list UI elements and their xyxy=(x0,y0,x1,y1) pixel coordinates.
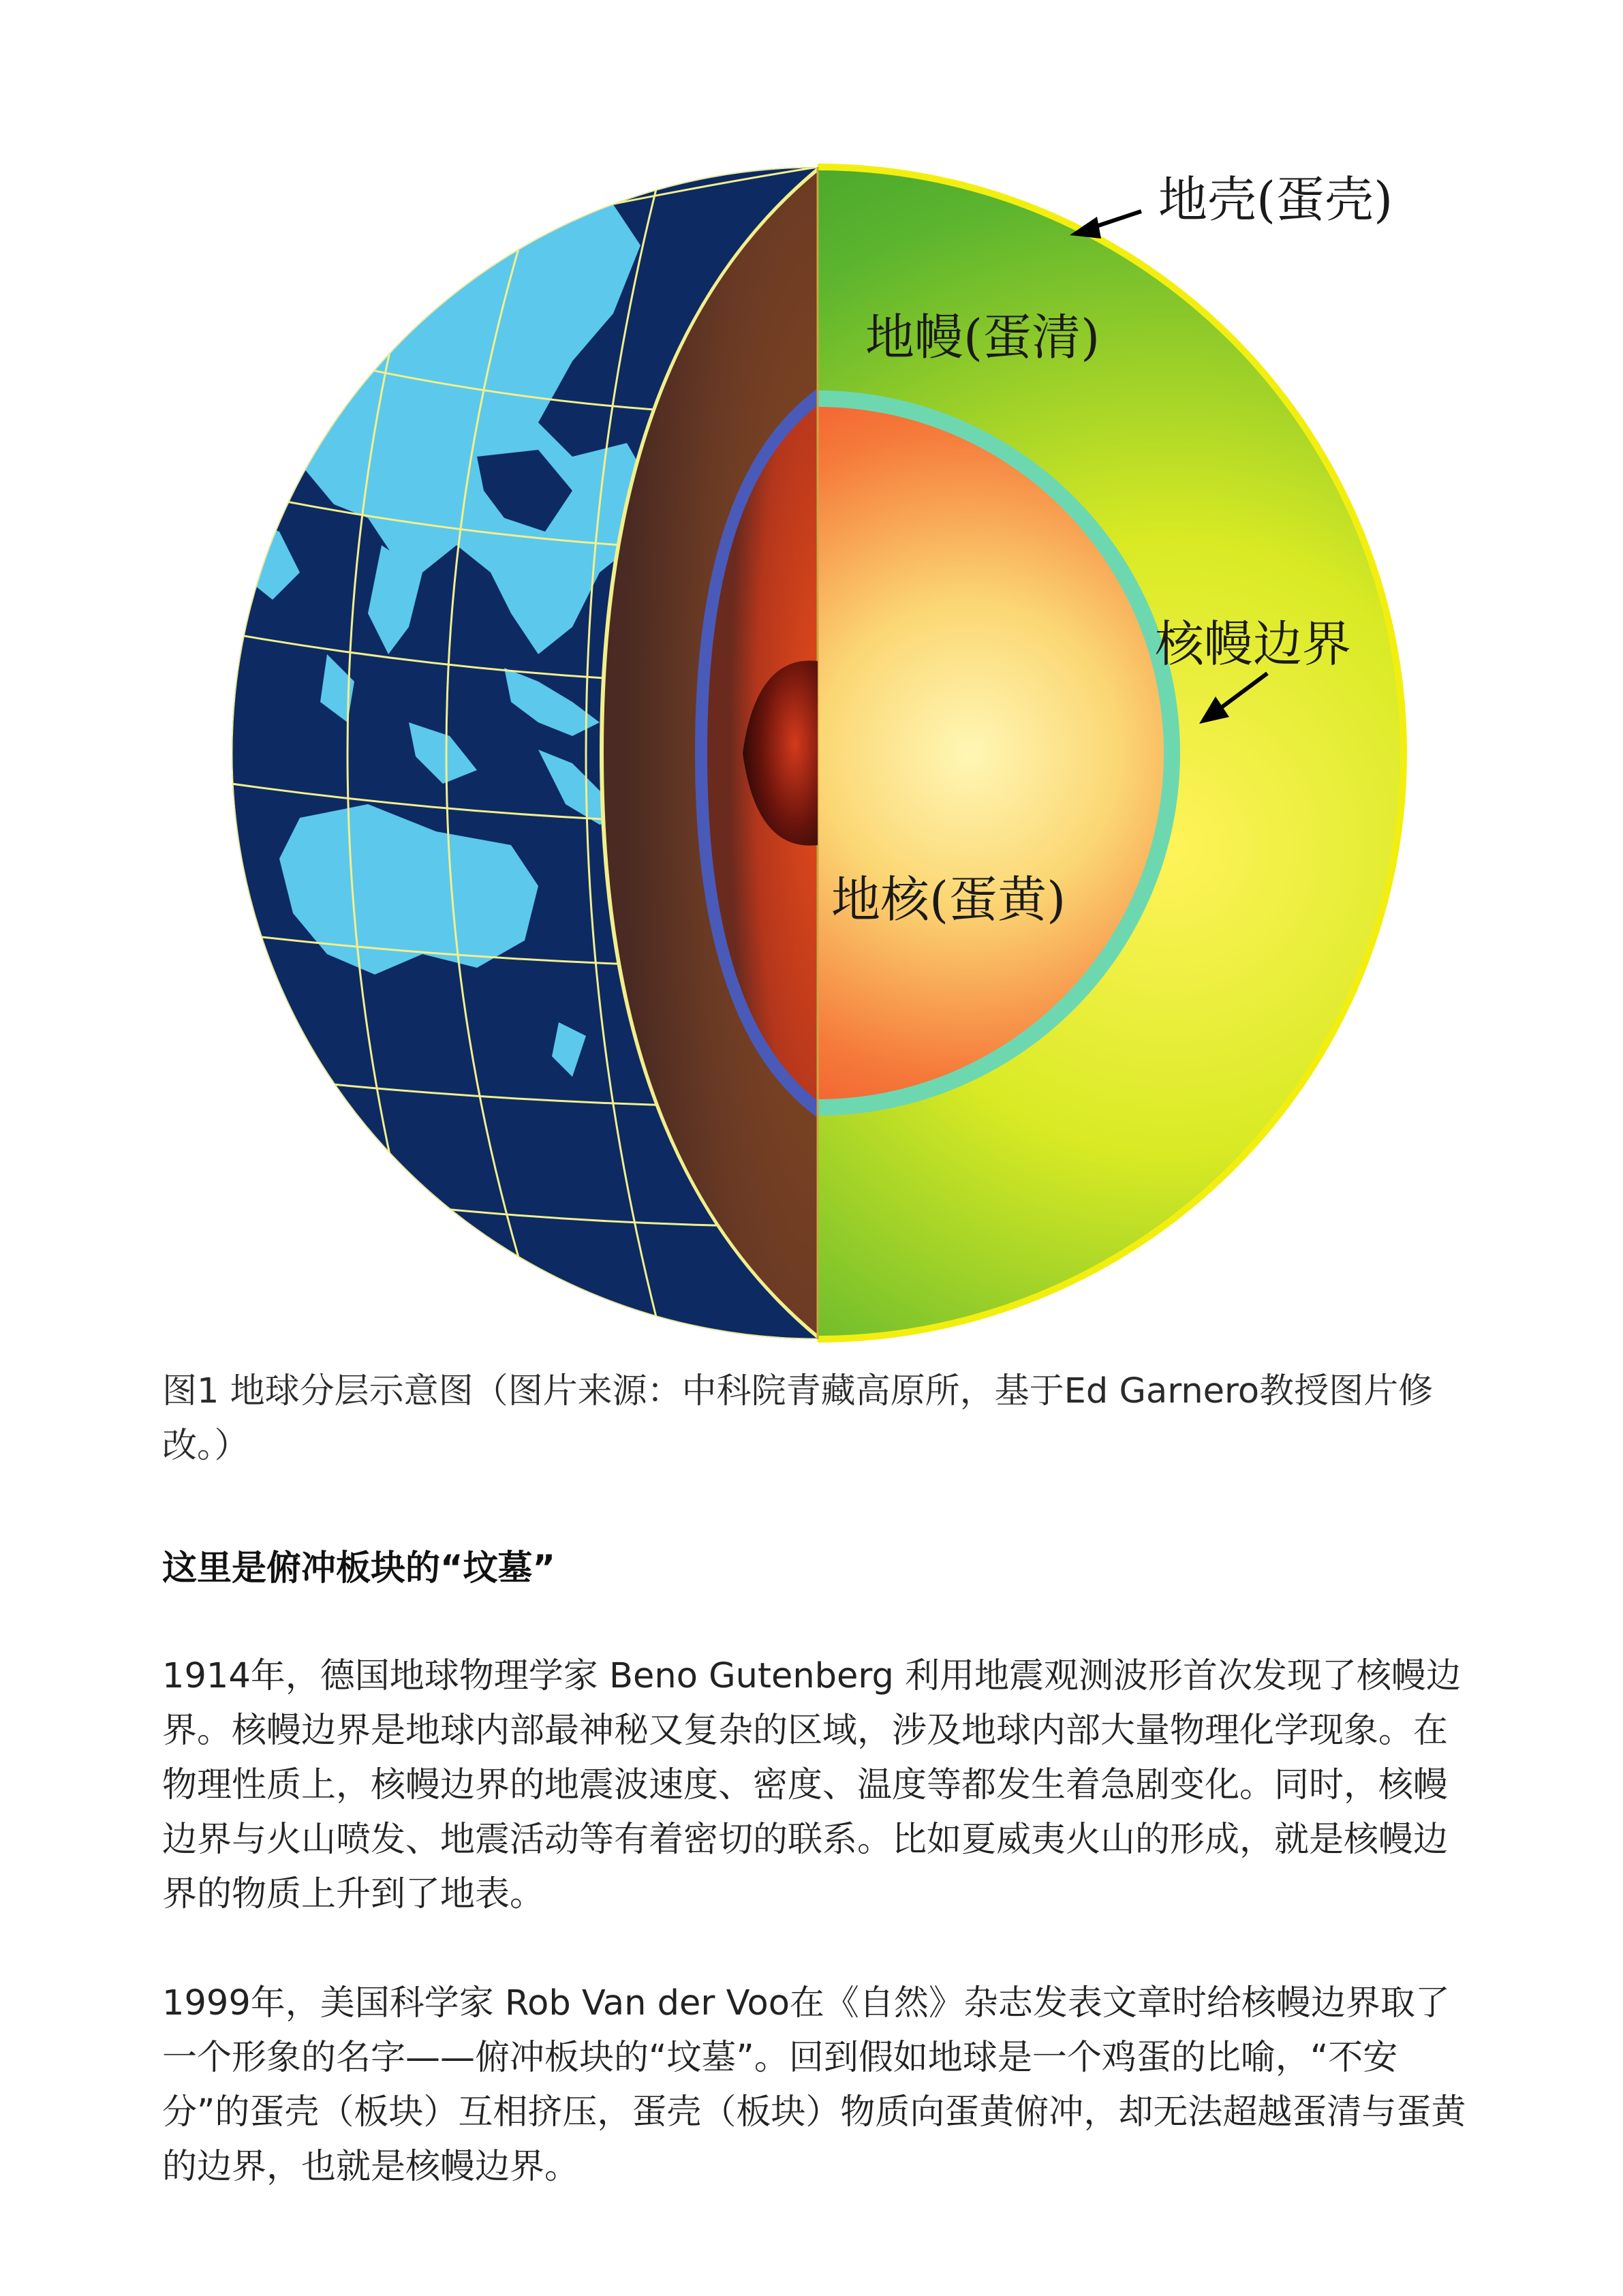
label-crust: 地壳(蛋壳) xyxy=(1158,171,1393,228)
section-heading: 这里是俯冲板块的“坟墓” xyxy=(162,1548,556,1589)
label-core: 地核(蛋黄) xyxy=(831,871,1066,928)
paragraph-2: 1999年，美国科学家 Rob Van der Voo在《自然》杂志发表文章时给核幔边界取了一个形象的名字——俯冲板块的“坟墓”。回到假如地球是一个鸡蛋的比喻，“不安分”的蛋壳（板块）互相挤压，蛋壳（板块）物质向蛋黄俯冲，却无法超越蛋清与蛋黄的边界，也就是核幔边界。 xyxy=(162,1983,1466,2187)
paragraph-1: 1914年，德国地球物理学家 Beno Gutenberg 利用地震观测波形首次发现了核幔边界。核幔边界是地球内部最神秘又复杂的区域，涉及地球内部大量物理化学现象。在物理性质上，核幔边界的地震波速度、密度、温度等都发生着急剧变化。同时，核幔边界与火山喷发、地震活动等有着密切的联系。比如夏威夷火山的形成，就是核幔边界的物质上升到了地表。 xyxy=(162,1656,1462,1914)
globe-icon xyxy=(218,136,1431,1356)
figure-caption: 图1 地球分层示意图（图片来源：中科院青藏高原所，基于Ed Garnero教授图片修改。） xyxy=(162,1371,1434,1466)
earth-layers-figure xyxy=(218,136,1431,1356)
label-mantle: 地幔(蛋清) xyxy=(865,309,1100,366)
label-cmb: 核幔边界 xyxy=(1155,615,1352,673)
